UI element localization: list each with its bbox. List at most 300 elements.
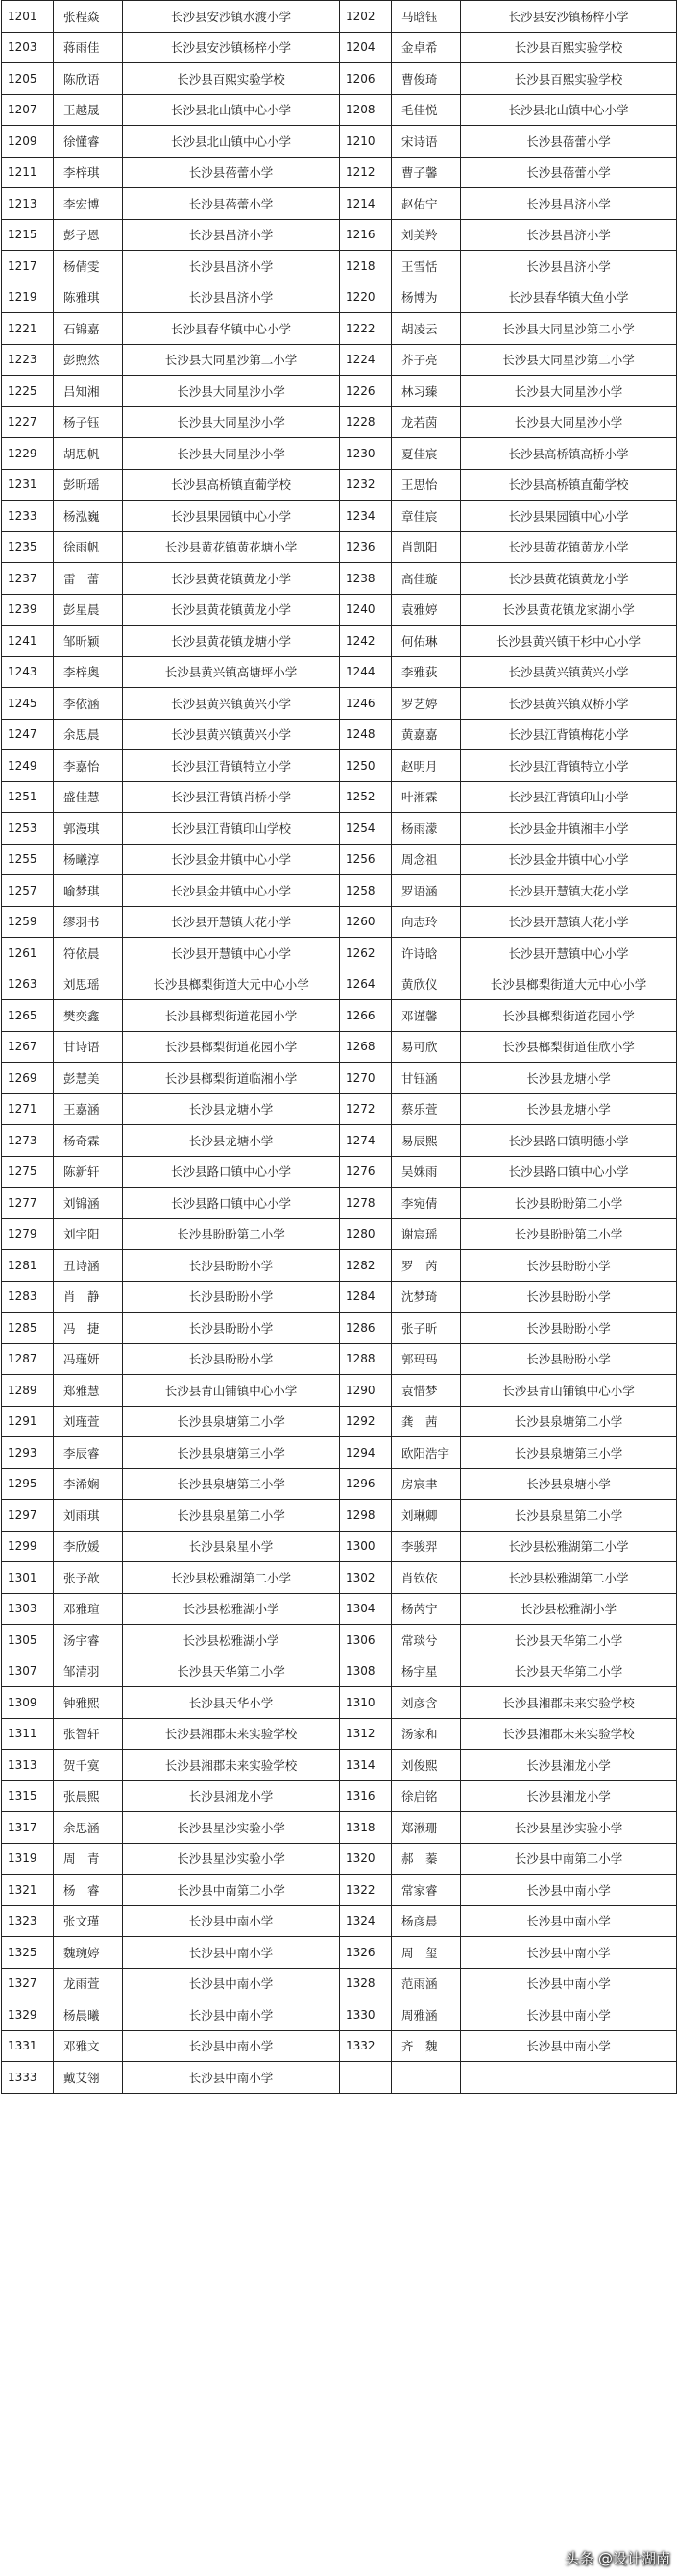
entry-number-cell: 1203 xyxy=(2,32,54,63)
student-name-cell: 杨泓巍 xyxy=(54,501,123,532)
student-name-cell: 杨倩雯 xyxy=(54,251,123,282)
student-name-cell: 袁雅婷 xyxy=(392,594,461,626)
school-name-cell: 长沙县开慧镇大花小学 xyxy=(461,906,677,938)
student-name-cell: 徐雨帆 xyxy=(54,531,123,563)
entry-number-cell: 1217 xyxy=(2,251,54,282)
student-name-cell: 张程焱 xyxy=(54,1,123,33)
entry-number-cell: 1295 xyxy=(2,1468,54,1500)
student-name-cell: 欧阳浩宇 xyxy=(392,1437,461,1469)
entry-number-cell: 1227 xyxy=(2,406,54,438)
student-name-cell: 马晗钰 xyxy=(392,1,461,33)
school-name-cell: 长沙县黄花镇黄龙小学 xyxy=(461,563,677,595)
entry-number-cell: 1210 xyxy=(340,126,392,158)
school-name-cell: 长沙县昌济小学 xyxy=(461,251,677,282)
student-name-cell: 余思涵 xyxy=(54,1812,123,1844)
student-name-cell: 邹昕颖 xyxy=(54,626,123,657)
entry-number-cell: 1215 xyxy=(2,219,54,251)
student-name-cell: 周 玺 xyxy=(392,1937,461,1969)
student-name-cell: 许诗晗 xyxy=(392,938,461,969)
school-name-cell: 长沙县黄兴镇双桥小学 xyxy=(461,688,677,720)
student-name-cell: 刘俊熙 xyxy=(392,1750,461,1781)
entry-number-cell: 1326 xyxy=(340,1937,392,1969)
school-name-cell: 长沙县天华第二小学 xyxy=(461,1625,677,1656)
entry-number-cell: 1282 xyxy=(340,1250,392,1282)
student-name-cell: 杨 睿 xyxy=(54,1875,123,1906)
student-name-cell: 喻梦琪 xyxy=(54,875,123,907)
school-name-cell: 长沙县松雅湖小学 xyxy=(123,1625,340,1656)
school-name-cell: 长沙县开慧镇大花小学 xyxy=(123,906,340,938)
student-name-cell: 张子昕 xyxy=(392,1313,461,1344)
school-name-cell: 长沙县黄花镇黄花塘小学 xyxy=(123,531,340,563)
entry-number-cell: 1223 xyxy=(2,344,54,376)
entry-number-cell: 1246 xyxy=(340,688,392,720)
table-row xyxy=(2,219,677,251)
table-row xyxy=(2,813,677,845)
student-name-cell: 余思晨 xyxy=(54,719,123,750)
school-name-cell: 长沙县中南小学 xyxy=(461,2030,677,2062)
school-name-cell: 长沙县黄兴镇干杉中心小学 xyxy=(461,626,677,657)
school-name-cell: 长沙县大同星沙第二小学 xyxy=(461,344,677,376)
roster-table xyxy=(1,0,677,2094)
table-row xyxy=(2,1313,677,1344)
school-name-cell: 长沙县榔梨街道花园小学 xyxy=(461,1000,677,1032)
entry-number-cell: 1333 xyxy=(2,2062,54,2094)
student-name-cell: 李依涵 xyxy=(54,688,123,720)
table-row xyxy=(2,1625,677,1656)
table-row xyxy=(2,282,677,313)
table-row xyxy=(2,1093,677,1125)
school-name-cell: 长沙县黄花镇龙塘小学 xyxy=(123,626,340,657)
student-name-cell: 曹俊琦 xyxy=(392,63,461,95)
entry-number-cell: 1236 xyxy=(340,531,392,563)
student-name-cell: 蔡乐萱 xyxy=(392,1093,461,1125)
school-name-cell: 长沙县江背镇梅花小学 xyxy=(461,719,677,750)
school-name-cell: 长沙县松雅湖小学 xyxy=(461,1593,677,1625)
school-name-cell: 长沙县安沙镇水渡小学 xyxy=(123,1,340,33)
student-name-cell: 常琰兮 xyxy=(392,1625,461,1656)
table-row xyxy=(2,2062,677,2094)
entry-number-cell: 1315 xyxy=(2,1780,54,1812)
student-name-cell: 易可欣 xyxy=(392,1031,461,1063)
school-name-cell: 长沙县松雅湖第二小学 xyxy=(461,1531,677,1562)
school-name-cell: 长沙县开慧镇大花小学 xyxy=(461,875,677,907)
school-name-cell: 长沙县黄花镇黄龙小学 xyxy=(123,563,340,595)
school-name-cell: 长沙县金井镇湘丰小学 xyxy=(461,813,677,845)
student-name-cell: 芥子亮 xyxy=(392,344,461,376)
student-name-cell: 冯瑾妍 xyxy=(54,1343,123,1375)
entry-number-cell: 1308 xyxy=(340,1656,392,1687)
entry-number-cell: 1267 xyxy=(2,1031,54,1063)
school-name-cell: 长沙县果园镇中心小学 xyxy=(461,501,677,532)
student-name-cell: 张予歆 xyxy=(54,1562,123,1594)
entry-number-cell: 1216 xyxy=(340,219,392,251)
school-name-cell: 长沙县中南小学 xyxy=(123,2030,340,2062)
student-name-cell: 谢宸瑶 xyxy=(392,1218,461,1250)
entry-number-cell: 1317 xyxy=(2,1812,54,1844)
student-name-cell: 杨彦晨 xyxy=(392,1905,461,1937)
student-name-cell: 吕知湘 xyxy=(54,376,123,407)
entry-number-cell: 1277 xyxy=(2,1188,54,1219)
entry-number-cell: 1243 xyxy=(2,656,54,688)
table-row xyxy=(2,1905,677,1937)
table-row xyxy=(2,1218,677,1250)
entry-number-cell: 1271 xyxy=(2,1093,54,1125)
student-name-cell: 樊奕鑫 xyxy=(54,1000,123,1032)
school-name-cell: 长沙县江背镇印山小学 xyxy=(461,781,677,813)
entry-number-cell: 1307 xyxy=(2,1656,54,1687)
entry-number-cell: 1305 xyxy=(2,1625,54,1656)
entry-number-cell: 1302 xyxy=(340,1562,392,1594)
school-name-cell: 长沙县昌济小学 xyxy=(123,282,340,313)
entry-number-cell: 1270 xyxy=(340,1063,392,1094)
entry-number-cell: 1230 xyxy=(340,438,392,470)
entry-number-cell: 1239 xyxy=(2,594,54,626)
student-name-cell: 张晨熙 xyxy=(54,1780,123,1812)
student-name-cell: 李宛倩 xyxy=(392,1188,461,1219)
table-row xyxy=(2,501,677,532)
student-name-cell: 魏琬婷 xyxy=(54,1937,123,1969)
student-name-cell: 龚 茜 xyxy=(392,1406,461,1437)
student-name-cell: 夏佳宸 xyxy=(392,438,461,470)
entry-number-cell: 1234 xyxy=(340,501,392,532)
school-name-cell: 长沙县榔梨街道佳欣小学 xyxy=(461,1031,677,1063)
student-name-cell: 肖 静 xyxy=(54,1281,123,1313)
school-name-cell: 长沙县江背镇印山学校 xyxy=(123,813,340,845)
student-name-cell: 赵明月 xyxy=(392,750,461,782)
table-row xyxy=(2,1750,677,1781)
school-name-cell: 长沙县中南小学 xyxy=(461,1875,677,1906)
entry-number-cell: 1332 xyxy=(340,2030,392,2062)
school-name-cell: 长沙县龙塘小学 xyxy=(461,1063,677,1094)
entry-number-cell: 1253 xyxy=(2,813,54,845)
school-name-cell: 长沙县昌济小学 xyxy=(123,251,340,282)
school-name-cell: 长沙县榔梨街道花园小学 xyxy=(123,1031,340,1063)
table-row xyxy=(2,656,677,688)
school-name-cell: 长沙县中南小学 xyxy=(461,1905,677,1937)
student-name-cell: 彭慧美 xyxy=(54,1063,123,1094)
entry-number-cell: 1320 xyxy=(340,1843,392,1875)
table-row xyxy=(2,626,677,657)
student-name-cell: 杨奇霖 xyxy=(54,1125,123,1157)
entry-number-cell: 1205 xyxy=(2,63,54,95)
table-row xyxy=(2,1125,677,1157)
school-name-cell: 长沙县大同星沙小学 xyxy=(123,406,340,438)
entry-number-cell: 1273 xyxy=(2,1125,54,1157)
student-name-cell: 赵佑宁 xyxy=(392,188,461,220)
school-name-cell: 长沙县蓓蕾小学 xyxy=(461,157,677,188)
student-name-cell: 李辰睿 xyxy=(54,1437,123,1469)
entry-number-cell: 1275 xyxy=(2,1156,54,1188)
entry-number-cell: 1261 xyxy=(2,938,54,969)
table-row xyxy=(2,157,677,188)
student-name-cell: 刘瑾萱 xyxy=(54,1406,123,1437)
entry-number-cell: 1220 xyxy=(340,282,392,313)
entry-number-cell: 1306 xyxy=(340,1625,392,1656)
table-row xyxy=(2,1063,677,1094)
school-name-cell: 长沙县松雅湖小学 xyxy=(123,1593,340,1625)
student-name-cell: 李骏羿 xyxy=(392,1531,461,1562)
school-name-cell: 长沙县中南小学 xyxy=(123,1905,340,1937)
entry-number-cell: 1222 xyxy=(340,313,392,345)
table-row xyxy=(2,969,677,1000)
student-name-cell: 肖钦依 xyxy=(392,1562,461,1594)
entry-number-cell: 1288 xyxy=(340,1343,392,1375)
student-name-cell: 甘钰涵 xyxy=(392,1063,461,1094)
school-name-cell: 长沙县盼盼小学 xyxy=(123,1343,340,1375)
entry-number-cell: 1247 xyxy=(2,719,54,750)
table-row xyxy=(2,1780,677,1812)
entry-number-cell: 1233 xyxy=(2,501,54,532)
entry-number-cell: 1214 xyxy=(340,188,392,220)
school-name-cell: 长沙县星沙实验小学 xyxy=(123,1812,340,1844)
student-name-cell: 张文瑾 xyxy=(54,1905,123,1937)
student-name-cell: 杨雨濛 xyxy=(392,813,461,845)
student-name-cell: 毛佳悦 xyxy=(392,94,461,126)
table-row xyxy=(2,844,677,875)
school-name-cell: 长沙县泉塘第三小学 xyxy=(123,1468,340,1500)
entry-number-cell: 1297 xyxy=(2,1500,54,1532)
entry-number-cell: 1283 xyxy=(2,1281,54,1313)
school-name-cell: 长沙县中南小学 xyxy=(123,2062,340,2094)
entry-number-cell: 1251 xyxy=(2,781,54,813)
entry-number-cell: 1240 xyxy=(340,594,392,626)
entry-number-cell: 1272 xyxy=(340,1093,392,1125)
school-name-cell: 长沙县路口镇中心小学 xyxy=(461,1156,677,1188)
student-name-cell: 沈梦琦 xyxy=(392,1281,461,1313)
entry-number-cell: 1248 xyxy=(340,719,392,750)
entry-number-cell: 1212 xyxy=(340,157,392,188)
school-name-cell: 长沙县金井镇中心小学 xyxy=(123,844,340,875)
student-name-cell: 汤家和 xyxy=(392,1718,461,1750)
table-row xyxy=(2,2030,677,2062)
entry-number-cell: 1213 xyxy=(2,188,54,220)
entry-number-cell: 1249 xyxy=(2,750,54,782)
school-name-cell: 长沙县江背镇特立小学 xyxy=(123,750,340,782)
student-name-cell: 刘锦涵 xyxy=(54,1188,123,1219)
student-name-cell: 向志玲 xyxy=(392,906,461,938)
student-name-cell: 杨宇星 xyxy=(392,1656,461,1687)
student-name-cell: 李欣媛 xyxy=(54,1531,123,1562)
student-name-cell: 彭煦然 xyxy=(54,344,123,376)
entry-number-cell: 1258 xyxy=(340,875,392,907)
student-name-cell: 李雅荻 xyxy=(392,656,461,688)
entry-number-cell: 1228 xyxy=(340,406,392,438)
school-name-cell: 长沙县中南第二小学 xyxy=(461,1843,677,1875)
school-name-cell: 长沙县盼盼小学 xyxy=(123,1313,340,1344)
school-name-cell: 长沙县春华镇大鱼小学 xyxy=(461,282,677,313)
student-name-cell: 李嘉怡 xyxy=(54,750,123,782)
entry-number-cell: 1284 xyxy=(340,1281,392,1313)
student-name-cell: 丑诗涵 xyxy=(54,1250,123,1282)
school-name-cell: 长沙县金井镇中心小学 xyxy=(123,875,340,907)
table-row xyxy=(2,1000,677,1032)
entry-number-cell: 1291 xyxy=(2,1406,54,1437)
table-row xyxy=(2,1875,677,1906)
school-name-cell: 长沙县黄兴镇高塘坪小学 xyxy=(123,656,340,688)
student-name-cell: 甘诗语 xyxy=(54,1031,123,1063)
entry-number-cell: 1202 xyxy=(340,1,392,33)
student-name-cell: 罗艺婷 xyxy=(392,688,461,720)
table-row xyxy=(2,1468,677,1500)
entry-number-cell: 1296 xyxy=(340,1468,392,1500)
entry-number-cell: 1286 xyxy=(340,1313,392,1344)
school-name-cell: 长沙县大同星沙小学 xyxy=(461,406,677,438)
student-name-cell: 郭玛玛 xyxy=(392,1343,461,1375)
table-row xyxy=(2,94,677,126)
school-name-cell: 长沙县榔梨街道大元中心小学 xyxy=(461,969,677,1000)
table-row xyxy=(2,1375,677,1407)
school-name-cell: 长沙县榔梨街道花园小学 xyxy=(123,1000,340,1032)
entry-number-cell: 1256 xyxy=(340,844,392,875)
student-name-cell: 石锦嘉 xyxy=(54,313,123,345)
school-name-cell: 长沙县黄花镇龙家湖小学 xyxy=(461,594,677,626)
school-name-cell: 长沙县百熙实验学校 xyxy=(461,32,677,63)
student-name-cell: 王嘉涵 xyxy=(54,1093,123,1125)
student-name-cell: 周 青 xyxy=(54,1843,123,1875)
student-name-cell: 章佳宸 xyxy=(392,501,461,532)
entry-number-cell: 1263 xyxy=(2,969,54,1000)
school-name-cell: 长沙县黄兴镇黄兴小学 xyxy=(123,688,340,720)
student-name-cell: 易辰熙 xyxy=(392,1125,461,1157)
school-name-cell: 长沙县昌济小学 xyxy=(123,219,340,251)
entry-number-cell: 1237 xyxy=(2,563,54,595)
student-name-cell: 黄嘉嘉 xyxy=(392,719,461,750)
table-row xyxy=(2,1593,677,1625)
school-name-cell: 长沙县天华第二小学 xyxy=(461,1656,677,1687)
table-row xyxy=(2,1812,677,1844)
table-row xyxy=(2,1406,677,1437)
table-row xyxy=(2,563,677,595)
entry-number-cell: 1265 xyxy=(2,1000,54,1032)
school-name-cell: 长沙县盼盼小学 xyxy=(461,1343,677,1375)
student-name-cell: 邹清羽 xyxy=(54,1656,123,1687)
student-name-cell: 林习臻 xyxy=(392,376,461,407)
student-name-cell: 蒋雨佳 xyxy=(54,32,123,63)
student-name-cell: 雷 蕾 xyxy=(54,563,123,595)
student-name-cell: 刘雨琪 xyxy=(54,1500,123,1532)
entry-number-cell: 1224 xyxy=(340,344,392,376)
student-name-cell: 金卓希 xyxy=(392,32,461,63)
table-row xyxy=(2,1531,677,1562)
student-name-cell: 龙若茵 xyxy=(392,406,461,438)
student-name-cell: 徐启铭 xyxy=(392,1780,461,1812)
entry-number-cell: 1204 xyxy=(340,32,392,63)
entry-number-cell: 1278 xyxy=(340,1188,392,1219)
table-row xyxy=(2,594,677,626)
school-name-cell: 长沙县盼盼小学 xyxy=(123,1281,340,1313)
school-name-cell: 长沙县中南小学 xyxy=(123,1999,340,2031)
table-row xyxy=(2,1718,677,1750)
student-name-cell: 贺千寞 xyxy=(54,1750,123,1781)
school-name-cell: 长沙县榔梨街道大元中心小学 xyxy=(123,969,340,1000)
school-name-cell: 长沙县开慧镇中心小学 xyxy=(461,938,677,969)
table-row xyxy=(2,1281,677,1313)
school-name-cell: 长沙县中南小学 xyxy=(461,1937,677,1969)
table-row xyxy=(2,1250,677,1282)
student-name-cell: 张智轩 xyxy=(54,1718,123,1750)
school-name-cell: 长沙县黄花镇黄龙小学 xyxy=(461,531,677,563)
entry-number-cell: 1303 xyxy=(2,1593,54,1625)
student-name-cell: 常家睿 xyxy=(392,1875,461,1906)
entry-number-cell: 1293 xyxy=(2,1437,54,1469)
student-name-cell: 房宸聿 xyxy=(392,1468,461,1500)
table-row xyxy=(2,376,677,407)
school-name-cell: 长沙县春华镇中心小学 xyxy=(123,313,340,345)
entry-number-cell: 1324 xyxy=(340,1905,392,1937)
school-name-cell: 长沙县高桥镇直葡学校 xyxy=(461,469,677,501)
table-row xyxy=(2,938,677,969)
entry-number-cell: 1312 xyxy=(340,1718,392,1750)
student-name-cell: 罗语涵 xyxy=(392,875,461,907)
table-row xyxy=(2,188,677,220)
entry-number-cell: 1255 xyxy=(2,844,54,875)
school-name-cell: 长沙县泉星第二小学 xyxy=(461,1500,677,1532)
school-name-cell: 长沙县湘郡未来实验学校 xyxy=(123,1750,340,1781)
entry-number-cell: 1310 xyxy=(340,1687,392,1719)
entry-number-cell: 1244 xyxy=(340,656,392,688)
school-name-cell: 长沙县中南小学 xyxy=(461,1999,677,2031)
entry-number-cell: 1221 xyxy=(2,313,54,345)
entry-number-cell: 1316 xyxy=(340,1780,392,1812)
entry-number-cell: 1262 xyxy=(340,938,392,969)
entry-number-cell: 1292 xyxy=(340,1406,392,1437)
student-name-cell: 范雨涵 xyxy=(392,1968,461,1999)
school-name-cell: 长沙县江背镇肖桥小学 xyxy=(123,781,340,813)
table-row xyxy=(2,406,677,438)
student-name-cell: 吴姝雨 xyxy=(392,1156,461,1188)
entry-number-cell: 1259 xyxy=(2,906,54,938)
student-name-cell: 王雪恬 xyxy=(392,251,461,282)
table-row xyxy=(2,531,677,563)
entry-number-cell: 1208 xyxy=(340,94,392,126)
school-name-cell: 长沙县星沙实验小学 xyxy=(123,1843,340,1875)
student-name-cell: 李宏博 xyxy=(54,188,123,220)
student-name-cell: 胡思帆 xyxy=(54,438,123,470)
table-row xyxy=(2,126,677,158)
school-name-cell: 长沙县天华小学 xyxy=(123,1687,340,1719)
school-name-cell: 长沙县湘郡未来实验学校 xyxy=(461,1718,677,1750)
school-name-cell: 长沙县黄兴镇黄兴小学 xyxy=(461,656,677,688)
school-name-cell: 长沙县大同星沙第二小学 xyxy=(461,313,677,345)
entry-number-cell: 1301 xyxy=(2,1562,54,1594)
school-name-cell: 长沙县湘郡未来实验学校 xyxy=(123,1718,340,1750)
student-name-cell: 钟雅熙 xyxy=(54,1687,123,1719)
entry-number-cell: 1245 xyxy=(2,688,54,720)
student-name-cell: 高佳璇 xyxy=(392,563,461,595)
entry-number-cell: 1252 xyxy=(340,781,392,813)
entry-number-cell: 1330 xyxy=(340,1999,392,2031)
school-name-cell: 长沙县路口镇中心小学 xyxy=(123,1188,340,1219)
school-name-cell: 长沙县蓓蕾小学 xyxy=(123,188,340,220)
student-name-cell: 邓雅瑄 xyxy=(54,1593,123,1625)
student-name-cell: 刘宇阳 xyxy=(54,1218,123,1250)
watermark: 头条 @设计湖南 xyxy=(565,2550,670,2567)
entry-number-cell: 1319 xyxy=(2,1843,54,1875)
entry-number-cell: 1287 xyxy=(2,1343,54,1375)
entry-number-cell: 1323 xyxy=(2,1905,54,1937)
school-name-cell xyxy=(461,2062,677,2094)
student-name-cell: 邓雅文 xyxy=(54,2030,123,2062)
entry-number-cell: 1274 xyxy=(340,1125,392,1157)
student-name-cell: 郑雅慧 xyxy=(54,1375,123,1407)
entry-number-cell: 1298 xyxy=(340,1500,392,1532)
school-name-cell: 长沙县北山镇中心小学 xyxy=(461,94,677,126)
entry-number-cell: 1290 xyxy=(340,1375,392,1407)
entry-number-cell: 1311 xyxy=(2,1718,54,1750)
entry-number-cell: 1322 xyxy=(340,1875,392,1906)
school-name-cell: 长沙县百熙实验学校 xyxy=(461,63,677,95)
student-name-cell: 杨晨曦 xyxy=(54,1999,123,2031)
